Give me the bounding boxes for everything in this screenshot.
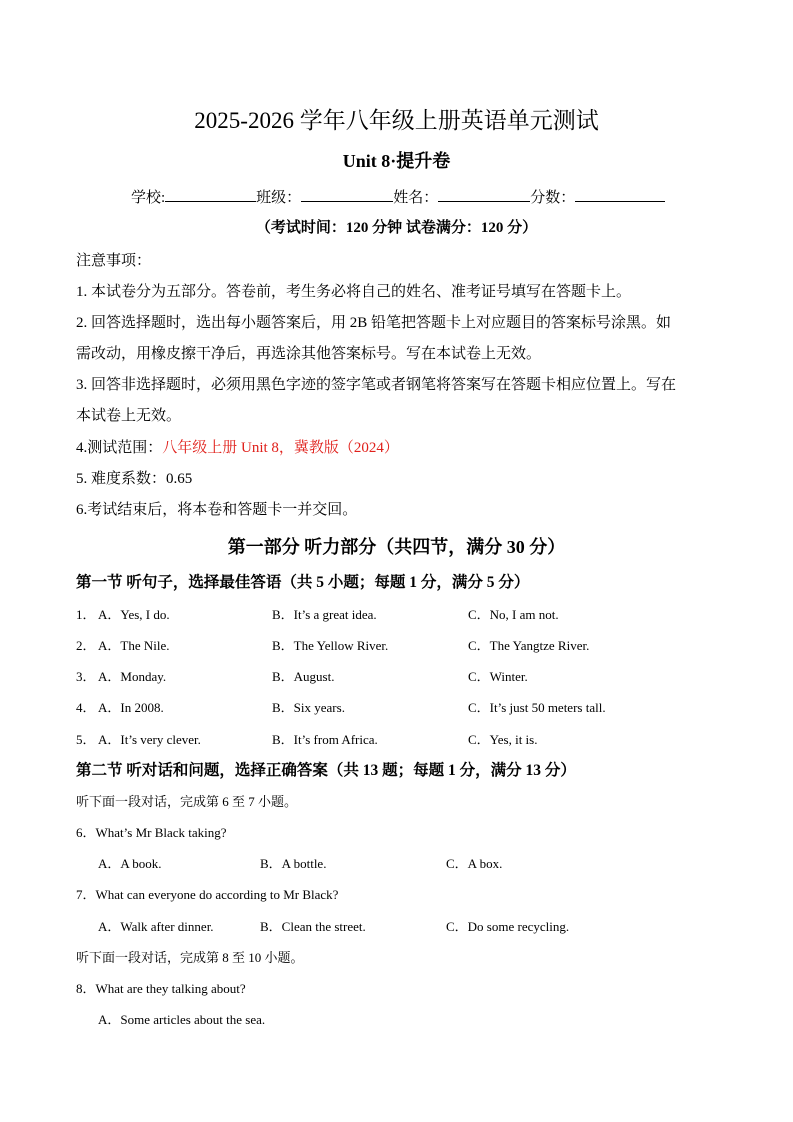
option-a[interactable]: A．The Nile. — [98, 638, 170, 653]
option-b[interactable]: B．It’s from Africa. — [272, 732, 378, 747]
option-c[interactable]: C．It’s just 50 meters tall. — [468, 700, 606, 715]
note-2-line1: 2. 回答选择题时，选出每小题答案后，用 2B 铅笔把答题卡上对应题目的答案标号涂黑。如 — [76, 315, 672, 331]
note-3-line1: 3. 回答非选择题时，必须用黑色字迹的签字笔或者钢笔将答案写在答题卡相应位置上。写在 — [76, 377, 677, 393]
section1-title: 第一节 听句子，选择最佳答语（共 5 小题；每题 1 分，满分 5 分） — [76, 574, 530, 591]
school-blank[interactable] — [165, 187, 256, 202]
question-number: 4． — [76, 700, 96, 715]
page-title: 2025-2026 学年八年级上册英语单元测试 — [194, 108, 599, 133]
option-a[interactable]: A．In 2008. — [98, 700, 164, 715]
note-5: 5. 难度系数：0.65 — [76, 471, 193, 487]
test-range: 八年级上册 Unit 8，冀教版（2024） — [162, 440, 399, 456]
score-label: 分数： — [530, 190, 576, 206]
name-blank[interactable] — [438, 187, 530, 202]
option-b[interactable]: B．Clean the street. — [260, 919, 366, 934]
page-subtitle: Unit 8·提升卷 — [342, 151, 451, 171]
option-c[interactable]: C．No, I am not. — [468, 607, 559, 622]
question-7-stem: 7．What can everyone do according to Mr Black? — [76, 887, 339, 902]
option-c[interactable]: C．A box. — [446, 856, 503, 871]
option-b[interactable]: B．The Yellow River. — [272, 638, 389, 653]
note-6: 6.考试结束后，将本卷和答题卡一并交回。 — [76, 502, 358, 518]
option-a[interactable]: A．Walk after dinner. — [98, 919, 214, 934]
question-number: 3． — [76, 669, 96, 684]
note-4-prefix: 4.测试范围： — [76, 440, 163, 456]
option-a[interactable]: A．A book. — [98, 856, 162, 871]
option-a[interactable]: A．Monday. — [98, 669, 167, 684]
section2-intro-1: 听下面一段对话，完成第 6 至 7 小题。 — [76, 794, 298, 809]
score-blank[interactable] — [575, 187, 665, 202]
notes-heading: 注意事项： — [76, 253, 152, 269]
section2-intro-2: 听下面一段对话，完成第 8 至 10 小题。 — [76, 950, 304, 965]
section2-title: 第二节 听对话和问题，选择正确答案（共 13 题；每题 1 分，满分 13 分） — [76, 762, 576, 779]
question-6-stem: 6．What’s Mr Black taking? — [76, 825, 227, 840]
part1-title: 第一部分 听力部分（共四节，满分 30 分） — [227, 537, 566, 557]
option-c[interactable]: C．Do some recycling. — [446, 919, 570, 934]
option-b[interactable]: B．A bottle. — [260, 856, 327, 871]
exam-time-info: （考试时间：120 分钟 试卷满分：120 分） — [255, 220, 538, 236]
question-number: 2． — [76, 638, 96, 653]
student-info-row — [131, 186, 665, 207]
option-a[interactable]: A．Some articles about the sea. — [98, 1012, 266, 1027]
option-a[interactable]: A．It’s very clever. — [98, 732, 201, 747]
option-b[interactable]: B．Six years. — [272, 700, 345, 715]
option-b[interactable]: B．August. — [272, 669, 335, 684]
question-number: 5． — [76, 732, 96, 747]
option-c[interactable]: C．The Yangtze River. — [468, 638, 590, 653]
note-2-line2: 需改动，用橡皮擦干净后，再选涂其他答案标号。写在本试卷上无效。 — [76, 346, 542, 362]
option-b[interactable]: B．It’s a great idea. — [272, 607, 377, 622]
class-blank[interactable] — [301, 187, 393, 202]
note-3-line2: 本试卷上无效。 — [76, 408, 182, 424]
name-label: 姓名： — [393, 190, 439, 206]
school-label: 学校: — [131, 190, 166, 206]
option-a[interactable]: A．Yes, I do. — [98, 607, 170, 622]
question-number: 1． — [76, 607, 96, 622]
note-4 — [76, 436, 399, 457]
note-1: 1. 本试卷分为五部分。答卷前，考生务必将自己的姓名、准考证号填写在答题卡上。 — [76, 284, 632, 300]
question-8-stem: 8．What are they talking about? — [76, 981, 246, 996]
class-label: 班级： — [256, 190, 302, 206]
option-c[interactable]: C．Winter. — [468, 669, 528, 684]
option-c[interactable]: C．Yes, it is. — [468, 732, 538, 747]
